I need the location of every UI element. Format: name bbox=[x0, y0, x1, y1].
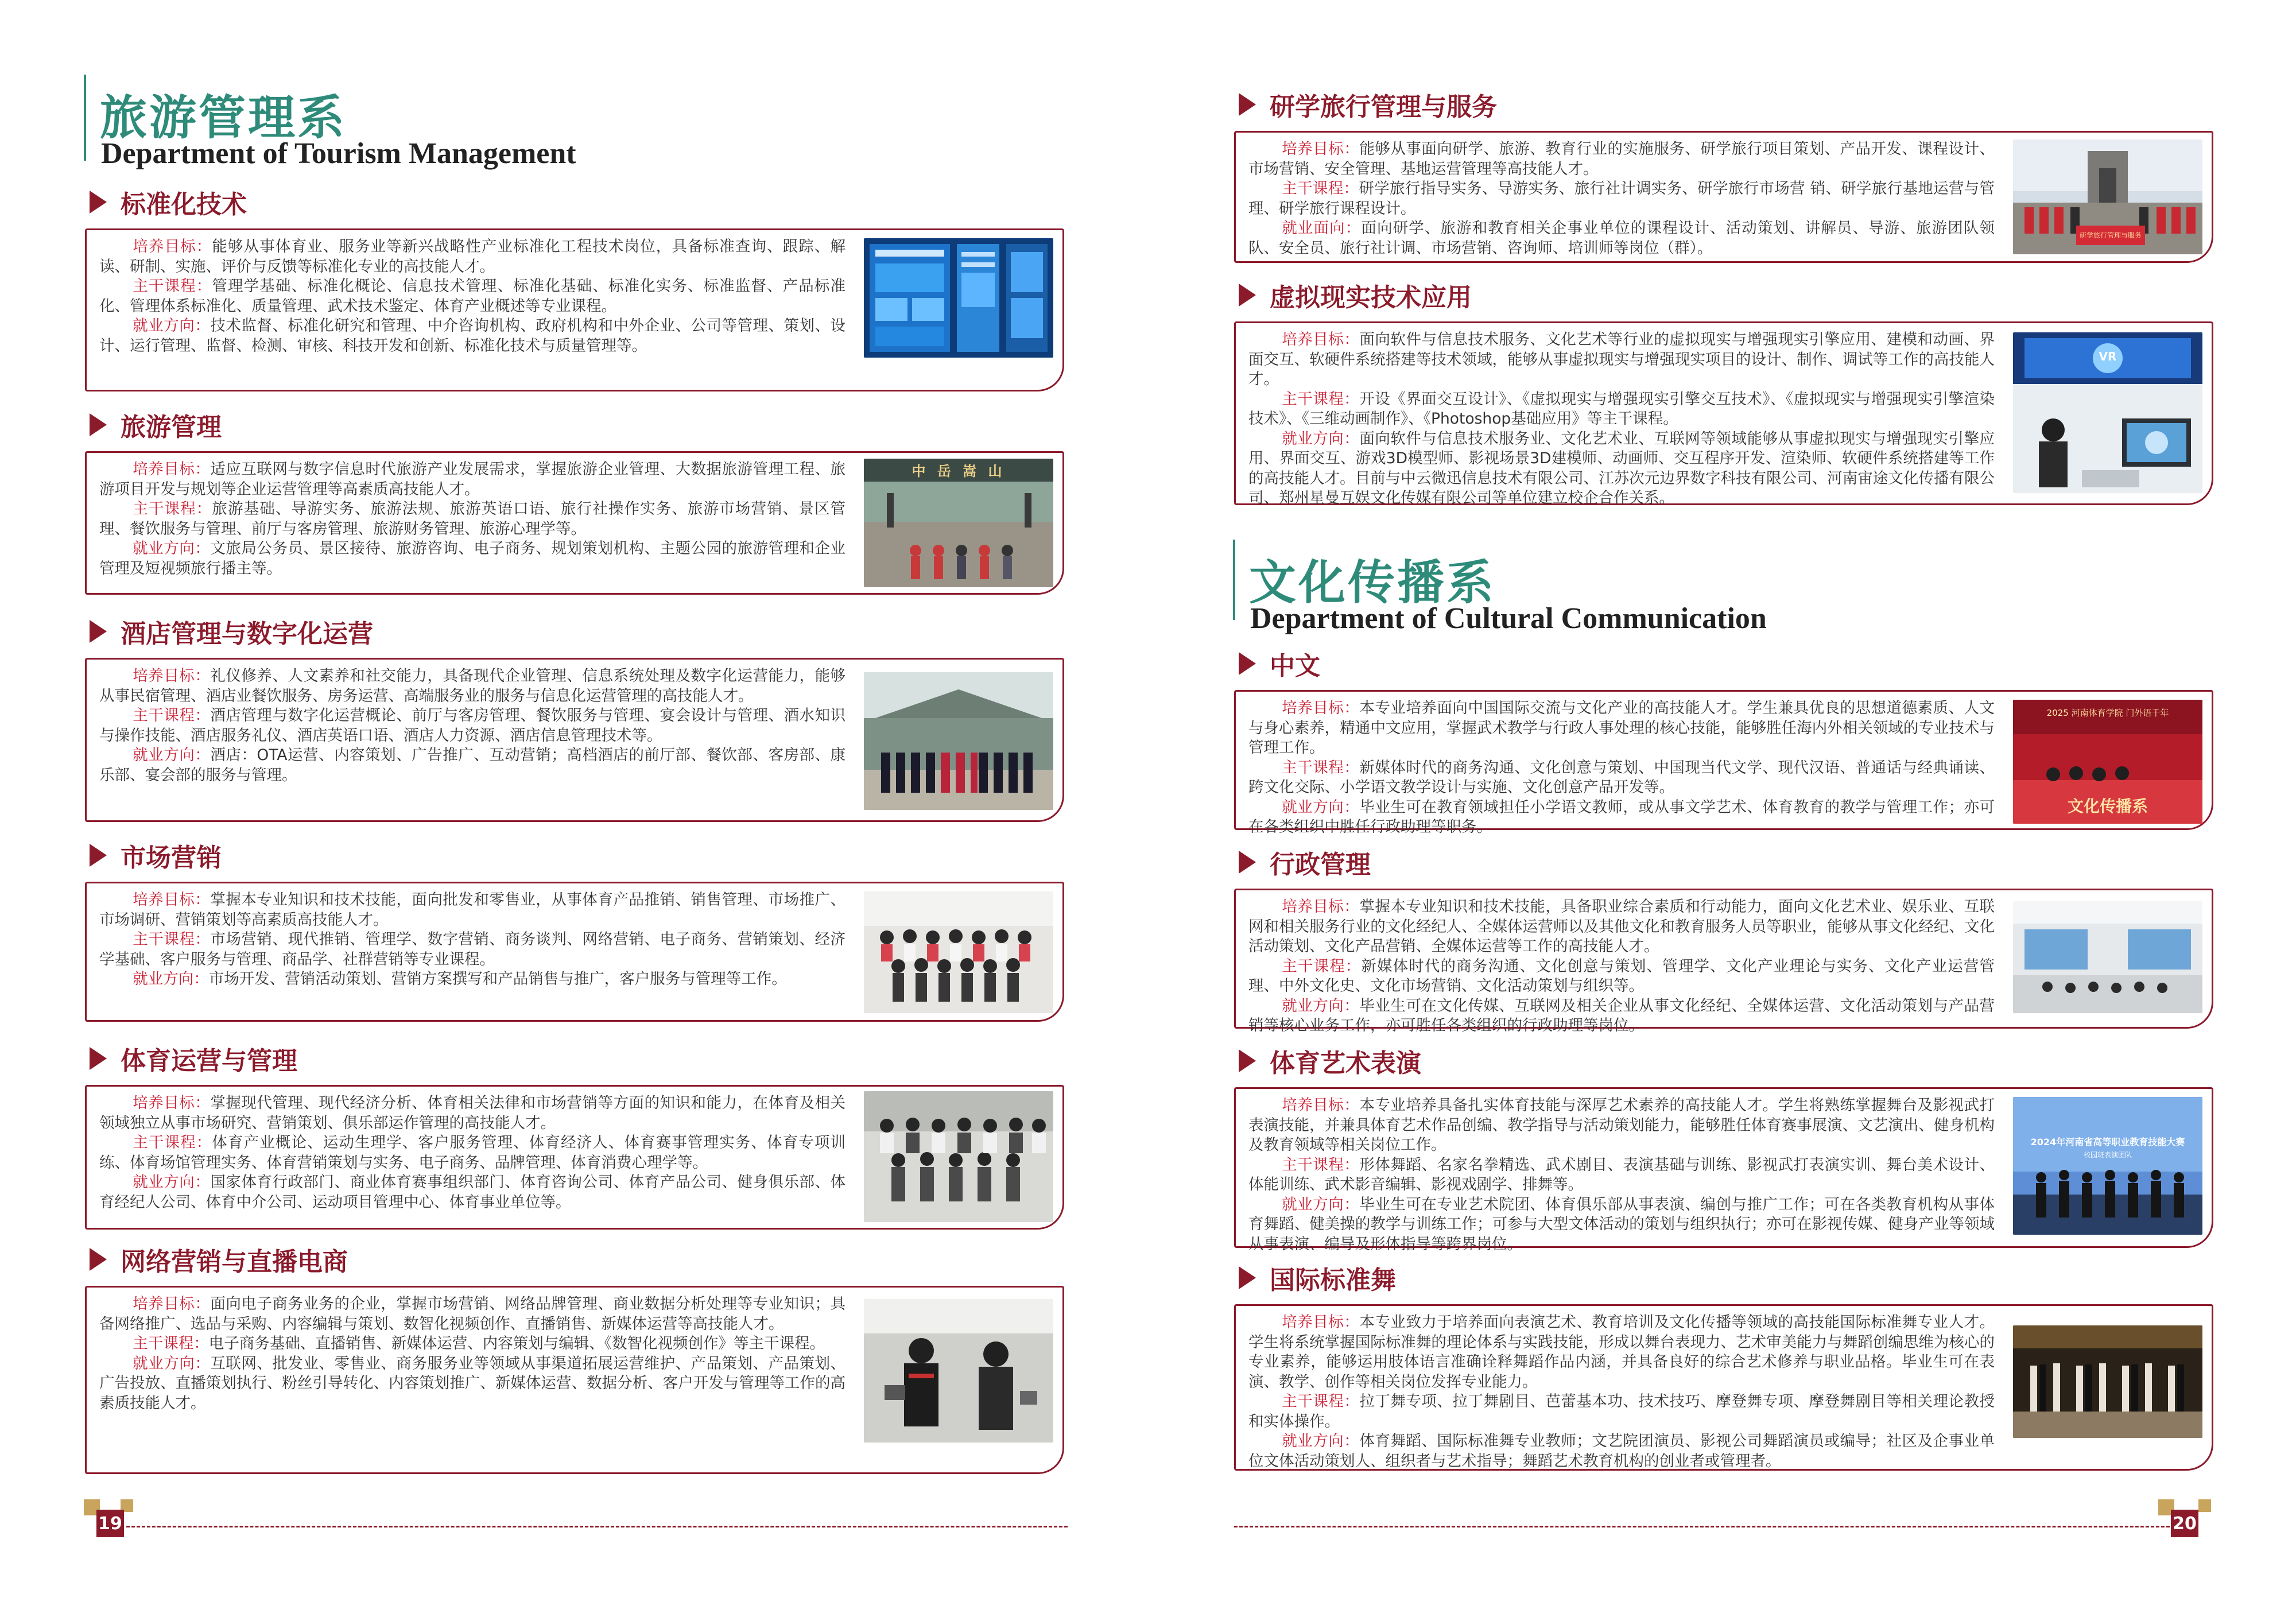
job-label: 就业方向： bbox=[133, 746, 211, 764]
job-label: 就业面向： bbox=[1282, 219, 1362, 237]
section-text bbox=[1248, 699, 1995, 837]
goal-label: 培养目标： bbox=[1282, 1096, 1360, 1114]
section-text bbox=[1248, 139, 1995, 258]
section-box bbox=[85, 228, 1064, 391]
goal-label: 培养目标： bbox=[133, 891, 211, 909]
goal-text: 能够从事体育业、服务业等新兴战略性产业标准化工程技术岗位，具备标准查询、跟踪、解读、研制、实施、评价与反馈等标准化专业的高技能人才。 bbox=[99, 238, 846, 276]
page-number: 19 bbox=[96, 1510, 124, 1537]
photo-sports-group bbox=[864, 1091, 1053, 1222]
section-title-text: 旅游管理 bbox=[121, 413, 222, 442]
course-label: 主干课程： bbox=[1282, 758, 1360, 777]
page-corner-decoration bbox=[2198, 1499, 2211, 1512]
photo-research-trip bbox=[2013, 139, 2202, 254]
section-text bbox=[99, 237, 846, 356]
section-title bbox=[85, 838, 222, 873]
triangle-bullet-icon bbox=[1239, 1049, 1256, 1072]
job-label: 就业方向： bbox=[133, 970, 209, 988]
triangle-bullet-icon bbox=[1239, 284, 1256, 307]
section-title bbox=[85, 614, 373, 649]
section-text bbox=[99, 1294, 846, 1413]
job-label: 就业方向： bbox=[1282, 798, 1360, 816]
job-label: 就业方向： bbox=[1282, 429, 1360, 448]
photo-marketing-class bbox=[864, 891, 1053, 1013]
goal-text: 能够从事面向研学、旅游、教育行业的实施服务、研学旅行项目策划、产品开发、课程设计、市场营销、安全管理、基地运营管理等高技能人才。 bbox=[1248, 140, 1995, 178]
job-text: 互联网、批发业、零售业、商务服务业等领域从事渠道拓展运营维护、产品策划、产品策划、广告投放、直播策划执行、粉丝引导转化、内容策划推广、新媒体运营、数据分析、客户开发与管理等工作的高素质技能人才。 bbox=[99, 1354, 846, 1412]
section-title bbox=[85, 1242, 348, 1277]
job-label: 就业方向： bbox=[133, 317, 211, 335]
course-label: 主干课程： bbox=[133, 1335, 209, 1352]
research-banner-text: 研学旅行管理与服务 bbox=[2079, 231, 2142, 239]
course-text: 形体舞蹈、名家名拳精选、武术剧目、表演基础与训练、影视武打表演实训、舞台美术设计、体能训练、武术影音编辑、影视戏剧学、排舞等。 bbox=[1248, 1156, 1995, 1193]
chinese-banner-subtext: 2025 河南体育学院 门外语千年 bbox=[2046, 708, 2169, 718]
goal-text: 面向软件与信息技术服务、文化艺术等行业的虚拟现实与增强现实引擎应用、建模和动画、界面交互、软硬件系统搭建等技术领域，能够从事虚拟现实与增强现实项目的设计、制作、调试等工作的高技能人才。 bbox=[1248, 331, 1995, 388]
section-box bbox=[85, 1085, 1064, 1230]
page-number: 20 bbox=[2171, 1510, 2198, 1537]
triangle-bullet-icon bbox=[1239, 652, 1256, 675]
course-label: 主干课程： bbox=[1282, 390, 1360, 408]
photo-hotel-group bbox=[864, 672, 1053, 810]
job-text: 面向软件与信息技术服务业、文化艺术业、互联网等领域能够从事虚拟现实与增强现实引擎应用、界面交互、游戏3D模型师、影视场景3D建模师、动画师、交互程序开发、渲染师、软硬件系统搭建等工作的高技能人才。目前与中云微迅信息技术有限公司、江苏次元边界数字科技有限公司、河南宙途文化传播有限公司、郑州星曼互娱文化传媒有限公司等单位建立校企合作关系。 bbox=[1248, 429, 1995, 507]
section-title bbox=[85, 408, 222, 442]
section-title bbox=[1234, 1044, 1421, 1078]
photo-standardization-screen bbox=[864, 238, 1053, 358]
course-text: 拉丁舞专项、拉丁舞剧目、芭蕾基本功、技术技巧、摩登舞专项、摩登舞剧目等相关理论教授和实体操作。 bbox=[1248, 1393, 1995, 1430]
section-title bbox=[85, 185, 247, 219]
section-title-text: 体育运营与管理 bbox=[121, 1046, 297, 1076]
section-title-text: 虚拟现实技术应用 bbox=[1270, 283, 1472, 312]
section-text bbox=[1248, 897, 1995, 1036]
course-label: 主干课程： bbox=[133, 1134, 212, 1151]
section-box bbox=[1234, 131, 2213, 263]
photo-livestream-studio bbox=[864, 1299, 1053, 1443]
section-text bbox=[99, 1094, 846, 1212]
section-title-text: 体育艺术表演 bbox=[1270, 1049, 1421, 1078]
course-text: 酒店管理与数字化运营概论、前厅与客房管理、餐饮服务与管理、宴会设计与管理、酒水知识与操作技能、酒店服务礼仪、酒店英语口语、酒店人力资源、酒店信息管理技术等。 bbox=[99, 707, 846, 745]
section-title-text: 中文 bbox=[1270, 652, 1320, 681]
section-title-text: 研学旅行管理与服务 bbox=[1270, 92, 1497, 122]
triangle-bullet-icon bbox=[90, 844, 107, 867]
department-title-en: Department of Cultural Communication bbox=[1250, 602, 1767, 635]
goal-text: 本专业培养面向中国国际交流与文化产业的高技能人才。学生兼具优良的思想道德素质、人文与身心素养，精通中文应用，掌握武术教学与行政人事处理的核心技能，能够胜任海内外相关领域的专业技术与管理工作。 bbox=[1248, 699, 1995, 757]
section-title bbox=[1234, 87, 1497, 122]
course-label: 主干课程： bbox=[1282, 1156, 1360, 1174]
right-page bbox=[1148, 0, 2296, 1613]
section-text bbox=[1248, 1313, 1995, 1471]
course-text: 管理学基础、标准化概论、信息技术管理、标准化基础、标准化实务、标准监督、产品标准化、管理体系标准化、质量管理、武术技术鉴定、体育产业概述等专业课程。 bbox=[99, 277, 846, 315]
goal-text: 掌握本专业知识和技术技能，面向批发和零售业，从事体育产品推销、销售管理、市场推广、市场调研、营销策划等高素质高技能人才。 bbox=[99, 891, 846, 929]
photo-performance-stage bbox=[2013, 1097, 2202, 1235]
course-label: 主干课程： bbox=[133, 930, 211, 948]
course-text: 旅游基础、导游实务、旅游法规、旅游英语口语、旅行社操作实务、旅游市场营销、景区管理、餐饮服务与管理、前厅与客房管理、旅游财务管理、旅游心理学等。 bbox=[99, 500, 846, 538]
goal-label: 培养目标： bbox=[133, 238, 212, 255]
section-box bbox=[1234, 1087, 2213, 1253]
footer-dashed-line bbox=[1234, 1526, 2170, 1527]
section-box bbox=[1234, 321, 2213, 505]
job-text: 毕业生可在文化传媒、互联网及相关企业从事文化经纪、全媒体运营、文化活动策划与产品营销等核心业务工作，亦可胜任各类组织的行政助理等岗位。 bbox=[1248, 997, 1995, 1034]
goal-text: 掌握本专业知识和技术技能，具备职业综合素质和行动能力，面向文化艺术业、娱乐业、互联网和相关服务行业的文化经纪人、全媒体运营师以及其他文化和教育服务人员等职业，能够从事文化经纪、文化活动策划、文化产品营销、全媒体运营等工作的高技能人才。 bbox=[1248, 898, 1995, 955]
job-text: 文旅局公务员、景区接待、旅游咨询、电子商务、规划策划机构、主题公园的旅游管理和企业管理及短视频旅行播主等。 bbox=[99, 540, 846, 577]
section-box bbox=[85, 882, 1064, 1022]
goal-text: 本专业培养具备扎实体育技能与深厚艺术素养的高技能人才。学生将熟练掌握舞台及影视武打表演技能，并兼具体育艺术作品创编、教学指导与活动策划能力，能够胜任体育赛事展演、文艺演出、健身机构及教育领域等相关岗位工作。 bbox=[1248, 1096, 1995, 1154]
section-title-text: 标准化技术 bbox=[121, 190, 247, 219]
triangle-bullet-icon bbox=[90, 413, 107, 436]
job-text: 国家体育行政部门、商业体育赛事组织部门、体育咨询公司、体育产品公司、健身俱乐部、体育经纪人公司、体育中介公司、运动项目管理中心、体育事业单位等。 bbox=[99, 1173, 846, 1211]
course-text: 新媒体时代的商务沟通、文化创意与策划、中国现当代文学、现代汉语、普通话与经典诵读、跨文化交际、小学语文教学设计与实施、文化创意产品开发等。 bbox=[1248, 758, 1995, 796]
dance-banner-subtext: 校园班表演团队 bbox=[2083, 1151, 2132, 1159]
goal-text: 适应互联网与数字信息时代旅游产业发展需求，掌握旅游企业管理、大数据旅游管理工程、旅游项目开发与规划等企业运营管理等高素质高技能人才。 bbox=[99, 460, 846, 498]
goal-label: 培养目标： bbox=[1282, 140, 1360, 158]
section-box bbox=[1234, 1304, 2213, 1471]
section-box bbox=[85, 658, 1064, 822]
triangle-bullet-icon bbox=[90, 191, 107, 214]
goal-label: 培养目标： bbox=[133, 667, 211, 685]
section-title-text: 行政管理 bbox=[1270, 850, 1371, 879]
goal-label: 培养目标： bbox=[133, 1094, 211, 1112]
course-text: 研学旅行指导实务、导游实务、旅行社计调实务、研学旅行市场营 销、研学旅行基地运营与管理、研学旅行课程设计。 bbox=[1248, 180, 1995, 218]
section-text bbox=[99, 666, 846, 785]
mountain-sign-text: 中 岳 嵩 山 bbox=[912, 463, 1006, 479]
triangle-bullet-icon bbox=[1239, 1266, 1256, 1289]
footer-dashed-line bbox=[126, 1526, 1068, 1527]
job-label: 就业方向： bbox=[1282, 1195, 1360, 1213]
goal-text: 本专业致力于培养面向表演艺术、教育培训及文化传播等领域的高技能国际标准舞专业人才。学生将系统掌握国际标准舞的理论体系与实践技能，形成以舞台表现力、艺术审美能力与舞蹈创编思维为核心的专业素养，能够运用肢体语言准确诠释舞蹈作品内涵，并具备良好的综合艺术修养与职业品格。毕业生可在表演、教学、创作等相关岗位发挥专业能力。 bbox=[1248, 1313, 1995, 1391]
course-label: 主干课程： bbox=[133, 707, 211, 724]
dance-banner-text: 2024年河南省高等职业教育技能大赛 bbox=[2030, 1137, 2185, 1147]
section-box bbox=[1234, 889, 2213, 1034]
photo-vr-lab bbox=[2013, 332, 2202, 493]
job-text: 市场开发、营销活动策划、营销方案撰写和产品销售与推广，客户服务与管理等工作。 bbox=[208, 970, 787, 988]
course-label: 主干课程： bbox=[133, 500, 212, 518]
job-label: 就业方向： bbox=[133, 1354, 211, 1372]
triangle-bullet-icon bbox=[90, 620, 107, 643]
section-title bbox=[1234, 845, 1371, 879]
job-text: 面向研学、旅游和教育相关企事业单位的课程设计、活动策划、讲解员、导游、旅游团队领队、安全员、旅行社计调、市场营销、咨询师、培训师等岗位（群）。 bbox=[1248, 219, 1995, 257]
photo-chinese-event bbox=[2013, 700, 2202, 824]
section-box bbox=[1234, 690, 2213, 836]
course-text: 电子商务基础、直播销售、新媒体运营、内容策划与编辑、《数智化视频创作》等主干课程。 bbox=[208, 1335, 825, 1352]
header-accent-bar bbox=[1233, 540, 1235, 620]
section-title-text: 网络营销与直播电商 bbox=[121, 1247, 348, 1277]
course-label: 主干课程： bbox=[1282, 1393, 1360, 1410]
section-text bbox=[1248, 1096, 1995, 1254]
header-accent-bar bbox=[84, 75, 86, 161]
department-title-cn: 文化传播系 bbox=[1249, 555, 1496, 610]
photo-mountain-gate bbox=[864, 459, 1053, 587]
section-text bbox=[99, 460, 846, 579]
goal-label: 培养目标： bbox=[133, 1295, 211, 1313]
vr-banner-text: VR bbox=[2099, 350, 2117, 363]
course-text: 新媒体时代的商务沟通、文化创意与策划、管理学、文化产业理论与实务、文化产业运营管理、中外文化史、文化市场营销、文化活动策划与组织等。 bbox=[1248, 957, 1995, 995]
course-label: 主干课程： bbox=[1282, 957, 1362, 975]
job-label: 就业方向： bbox=[133, 1173, 211, 1191]
job-text: 技术监督、标准化研究和管理、中介咨询机构、政府机构和中外企业、公司等管理、策划、设计、运行管理、监督、检测、审核、科技开发和创新、标准化技术与质量管理等。 bbox=[99, 317, 846, 355]
job-text: 毕业生可在教育领域担任小学语文教师，或从事文学艺术、体育教育的教学与管理工作；亦可在各类组织中胜任行政助理等职务。 bbox=[1248, 798, 1995, 836]
section-text bbox=[1248, 330, 1995, 509]
chinese-banner-text: 文化传播系 bbox=[2067, 797, 2148, 816]
triangle-bullet-icon bbox=[90, 1047, 107, 1070]
triangle-bullet-icon bbox=[1239, 851, 1256, 874]
goal-label: 培养目标： bbox=[1282, 898, 1360, 916]
course-text: 市场营销、现代推销、管理学、数字营销、商务谈判、网络营销、电子商务、营销策划、经济学基础、客户服务与管理、商品学、社群营销等专业课程。 bbox=[99, 930, 846, 968]
job-text: 酒店：OTA运营、内容策划、广告推广、互动营销；高档酒店的前厅部、餐饮部、客房部、康乐部、宴会部的服务与管理。 bbox=[99, 746, 846, 784]
section-box bbox=[85, 451, 1064, 595]
section-title-text: 国际标准舞 bbox=[1270, 1266, 1396, 1295]
section-box bbox=[85, 1286, 1064, 1474]
course-label: 主干课程： bbox=[133, 277, 212, 295]
goal-label: 培养目标： bbox=[1282, 331, 1360, 348]
job-text: 体育舞蹈、国际标准舞专业教师；文艺院团演员、影视公司舞蹈演员或编导；社区及企事业单位文体活动策划人、组织者与艺术指导；舞蹈艺术教育机构的创业者或管理者。 bbox=[1248, 1432, 1995, 1470]
course-text: 开设《界面交互设计》、《虚拟现实与增强现实引擎交互技术》、《虚拟现实与增强现实引擎渲染技术》、《三维动画制作》、《Photoshop基础应用》等主干课程。 bbox=[1248, 390, 1995, 428]
photo-administration-class bbox=[2013, 901, 2202, 1013]
job-label: 就业方向： bbox=[133, 540, 211, 557]
section-title-text: 酒店管理与数字化运营 bbox=[121, 619, 373, 649]
section-title bbox=[1234, 1261, 1396, 1295]
triangle-bullet-icon bbox=[90, 1248, 107, 1271]
goal-text: 礼仪修养、人文素养和社交能力，具备现代企业管理、信息系统处理及数字化运营能力，能够从事民宿管理、酒店业餐饮服务、房务运营、高端服务业的服务与信息化运营管理的高技能人才。 bbox=[99, 667, 846, 705]
section-title-text: 市场营销 bbox=[121, 843, 222, 873]
goal-label: 培养目标： bbox=[1282, 1313, 1360, 1331]
section-title bbox=[85, 1041, 297, 1076]
job-label: 就业方向： bbox=[1282, 1432, 1360, 1450]
section-title bbox=[1234, 278, 1472, 312]
department-title-cn: 旅游管理系 bbox=[100, 90, 347, 145]
section-text bbox=[99, 890, 846, 990]
triangle-bullet-icon bbox=[1239, 93, 1256, 116]
job-text: 毕业生可在专业艺术院团、体育俱乐部从事表演、编创与推广工作；可在各类教育机构从事体育舞蹈、健美操的教学与训练工作；可参与大型文体活动的策划与组织执行；亦可在影视传媒、健身产业等领域从事表演、编导及形体指导等跨界岗位。 bbox=[1248, 1195, 1995, 1253]
department-title-en: Department of Tourism Management bbox=[101, 137, 576, 170]
goal-label: 培养目标： bbox=[1282, 699, 1360, 717]
course-label: 主干课程： bbox=[1282, 180, 1359, 197]
section-title bbox=[1234, 646, 1320, 681]
job-label: 就业方向： bbox=[1282, 997, 1360, 1015]
goal-text: 面向电子商务业务的企业，掌握市场营销、网络品牌管理、商业数据分析处理等专业知识；具备网络推广、选品与采购、内容编辑与策划、数智化视频创作、直播销售、新媒体运营等高技能人才。 bbox=[99, 1295, 846, 1333]
goal-label: 培养目标： bbox=[133, 460, 211, 478]
goal-text: 掌握现代管理、现代经济分析、体育相关法律和市场营销等方面的知识和能力，在体育及相关领域独立从事市场研究、营销策划、俱乐部运作管理的高技能人才。 bbox=[99, 1094, 846, 1132]
course-text: 体育产业概论、运动生理学、客户服务管理、体育经济人、体育赛事管理实务、体育专项训练、体育场馆管理实务、体育营销策划与实务、电子商务、品牌管理、体育消费心理学等。 bbox=[99, 1134, 846, 1172]
photo-ballroom-dance bbox=[2013, 1325, 2202, 1438]
